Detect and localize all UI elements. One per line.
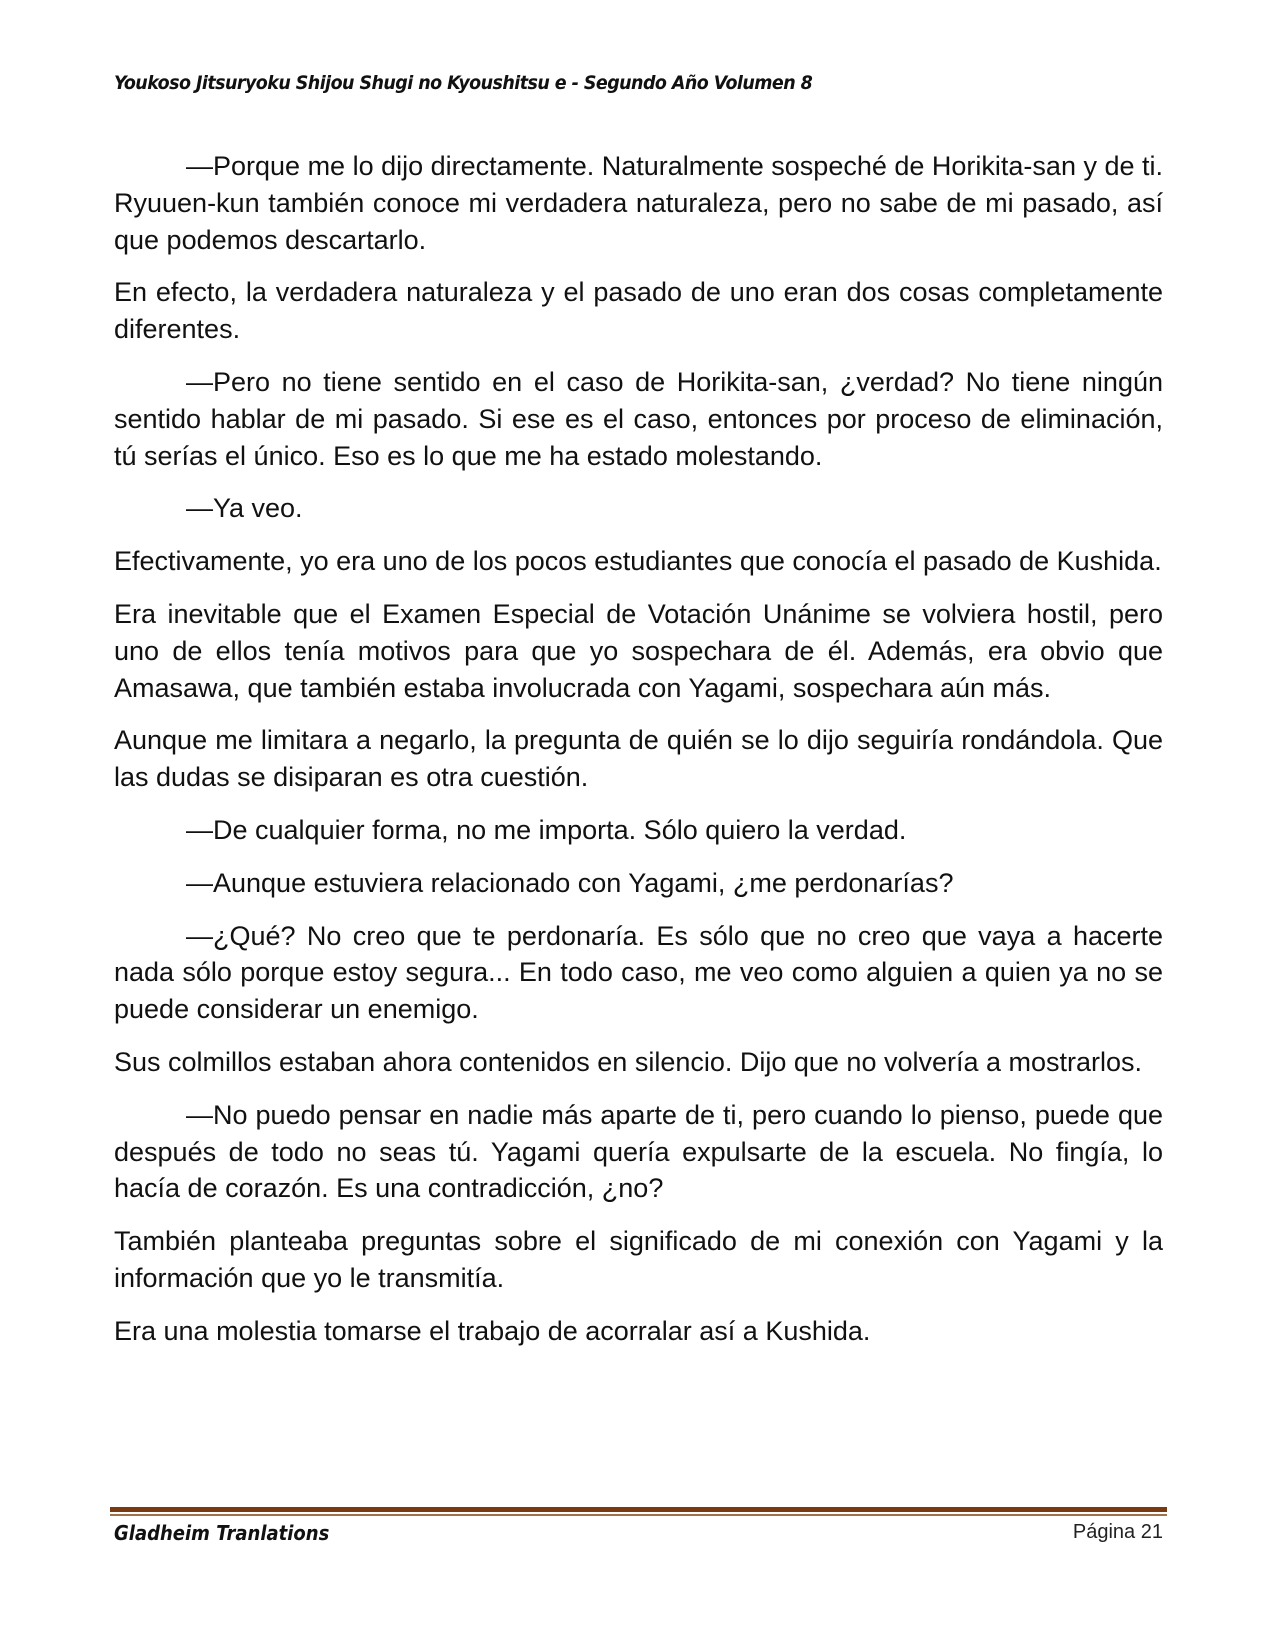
paragraph: Aunque me limitara a negarlo, la pregunta de quién se lo dijo seguiría rondándola. Que las dudas se disiparan es otra cuestión. — [114, 725, 1163, 793]
paragraph: —¿Qué? No creo que te perdonaría. Es sólo que no creo que vaya a hacerte nada sólo porque estoy segura... En todo caso, me veo como alguien a quien ya no se puede considerar un enemigo. — [114, 920, 1163, 1025]
paragraph: —No puedo pensar en nadie más aparte de ti, pero cuando lo pienso, puede que después de todo no seas tú. Yagami quería expulsarte de la escuela. No fingía, lo hacía de corazón. Es una contradicción, ¿no? — [114, 1099, 1163, 1204]
paragraph: Efectivamente, yo era uno de los pocos estudiantes que conocía el pasado de Kushida. — [114, 546, 1162, 577]
footer-credit: Gladheim Tranlations — [114, 1521, 330, 1545]
paragraph: Era una molestia tomarse el trabajo de acorralar así a Kushida. — [114, 1315, 871, 1346]
paragraph: —Ya veo. — [186, 493, 303, 524]
paragraph: —Porque me lo dijo directamente. Naturalmente sospeché de Horikita-san y de ti. Ryuuen-kun también conoce mi verdadera naturaleza, pero no sabe de mi pasado, así que podemos descartarlo. — [114, 151, 1163, 255]
page-body — [114, 148, 1163, 1366]
paragraph: —Pero no tiene sentido en el caso de Horikita-san, ¿verdad? No tiene ningún sentido hablar de mi pasado. Si ese es el caso, entonces por proceso de eliminación, tú serías el único. Eso es lo que me ha estado molestando. — [114, 366, 1163, 471]
paragraph: Era inevitable que el Examen Especial de Votación Unánime se volviera hostil, pero uno de ellos tenía motivos para que yo sospechara de él. Además, era obvio que Amasawa, que también estaba involucrada con Yagami, sospechara aún más. — [114, 598, 1163, 703]
footer-rule-thin — [110, 1514, 1167, 1516]
page-number-value: 21 — [1140, 1521, 1163, 1543]
page-label: Página — [1072, 1521, 1136, 1543]
paragraph: —Aunque estuviera relacionado con Yagami, ¿me perdonarías? — [186, 867, 954, 898]
paragraph: —De cualquier forma, no me importa. Sólo quiero la verdad. — [186, 814, 907, 845]
running-header: Youkoso Jitsuryoku Shijou Shugi no Kyoushitsu e - Segundo Año Volumen 8 — [114, 72, 813, 94]
footer-rule — [110, 1507, 1167, 1512]
page-number — [1073, 1521, 1163, 1544]
paragraph: También planteaba preguntas sobre el significado de mi conexión con Yagami y la información que yo le transmitía. — [114, 1226, 1163, 1293]
paragraph: Sus colmillos estaban ahora contenidos en silencio. Dijo que no volvería a mostrarlos. — [114, 1046, 1143, 1077]
paragraph: En efecto, la verdadera naturaleza y el pasado de uno eran dos cosas completamente diferentes. — [114, 277, 1163, 345]
